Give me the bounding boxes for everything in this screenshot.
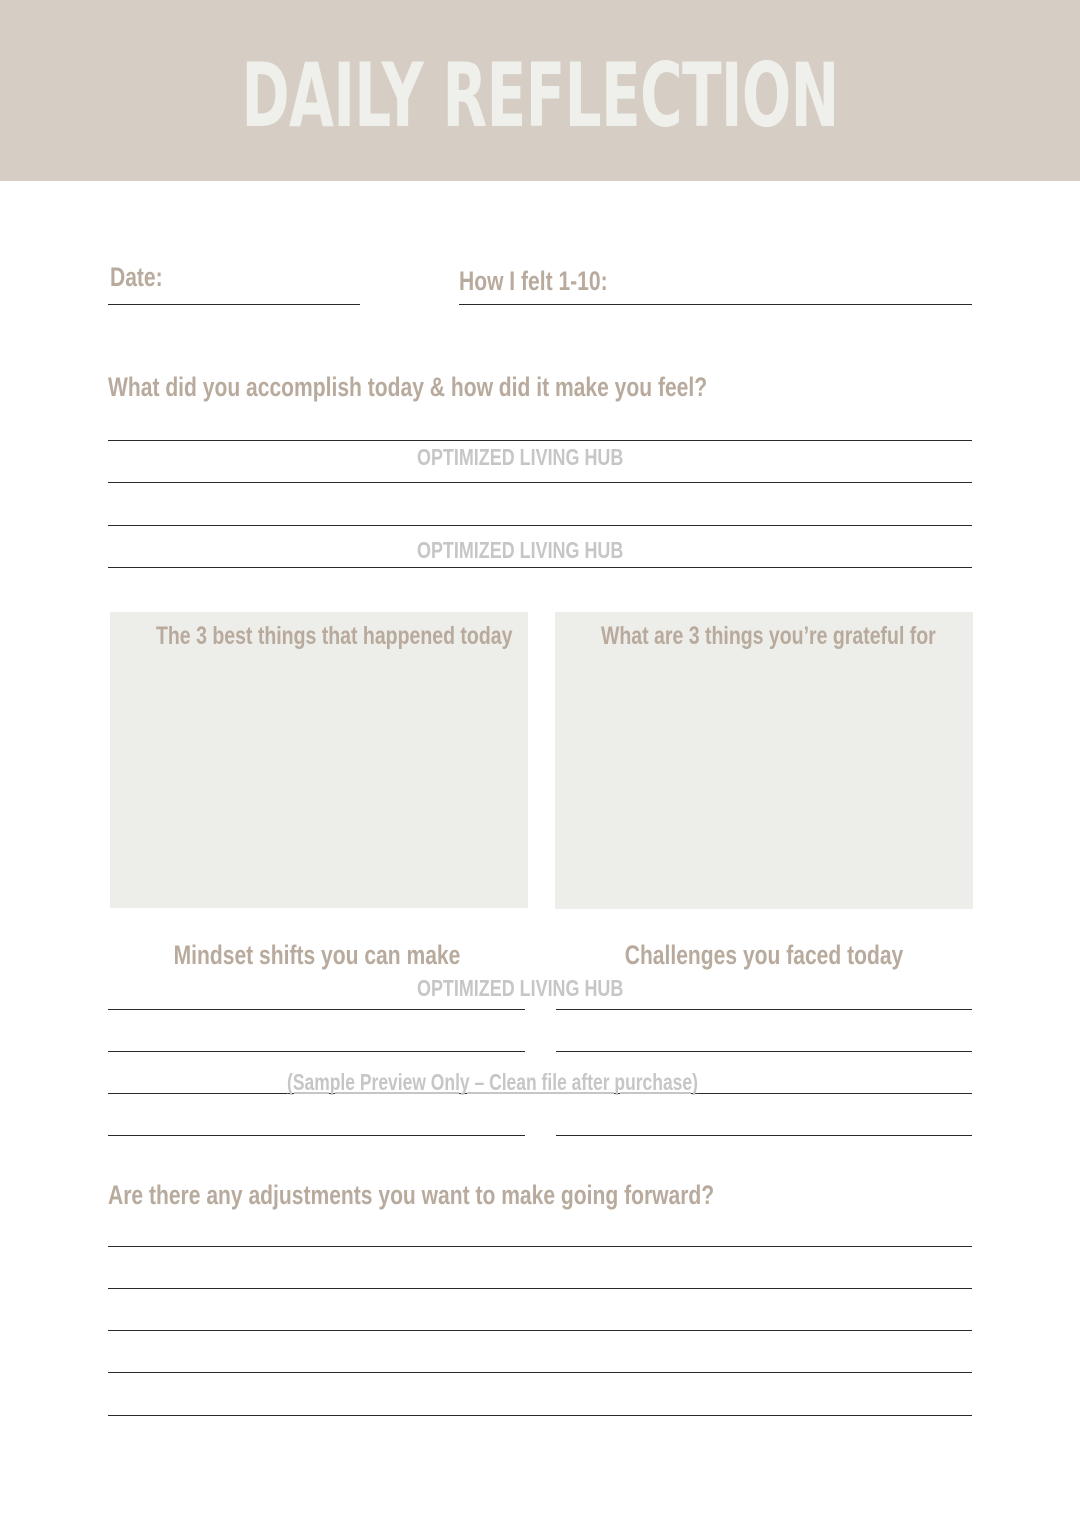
date-label: Date:	[110, 262, 163, 292]
sample-notice-watermark: (Sample Preview Only – Clean file after purchase)	[287, 1069, 698, 1095]
mindset-line[interactable]	[108, 1051, 525, 1052]
grateful-box[interactable]	[555, 612, 973, 909]
felt-field-line[interactable]	[459, 304, 972, 305]
challenges-line[interactable]	[556, 1135, 972, 1136]
mindset-title: Mindset shifts you can make	[173, 940, 461, 970]
adjustments-line[interactable]	[108, 1288, 972, 1289]
adjustments-line[interactable]	[108, 1415, 972, 1416]
mindset-line[interactable]	[108, 1135, 525, 1136]
accomplish-line[interactable]	[108, 440, 972, 441]
adjustments-line[interactable]	[108, 1330, 972, 1331]
challenges-line[interactable]	[556, 1051, 972, 1052]
accomplish-line[interactable]	[108, 482, 972, 483]
challenges-title: Challenges you faced today	[624, 940, 904, 970]
adjustments-prompt: Are there any adjustments you want to make going forward?	[108, 1180, 715, 1210]
accomplish-line[interactable]	[108, 525, 972, 526]
date-field-line[interactable]	[108, 304, 360, 305]
grateful-title: What are 3 things you’re grateful for	[600, 622, 936, 650]
mindset-line[interactable]	[108, 1009, 525, 1010]
accomplish-prompt: What did you accomplish today & how did it make you feel?	[108, 372, 708, 402]
brand-watermark: OPTIMIZED LIVING HUB	[417, 444, 624, 470]
adjustments-line[interactable]	[108, 1372, 972, 1373]
felt-label: How I felt 1-10:	[459, 266, 608, 296]
page-title: DAILY REFLECTION	[241, 44, 839, 147]
accomplish-line[interactable]	[108, 567, 972, 568]
brand-watermark: OPTIMIZED LIVING HUB	[417, 975, 624, 1001]
challenges-line[interactable]	[556, 1009, 972, 1010]
best-things-title: The 3 best things that happened today	[155, 622, 513, 650]
best-things-box[interactable]	[110, 612, 528, 908]
adjustments-line[interactable]	[108, 1246, 972, 1247]
brand-watermark: OPTIMIZED LIVING HUB	[417, 537, 624, 563]
